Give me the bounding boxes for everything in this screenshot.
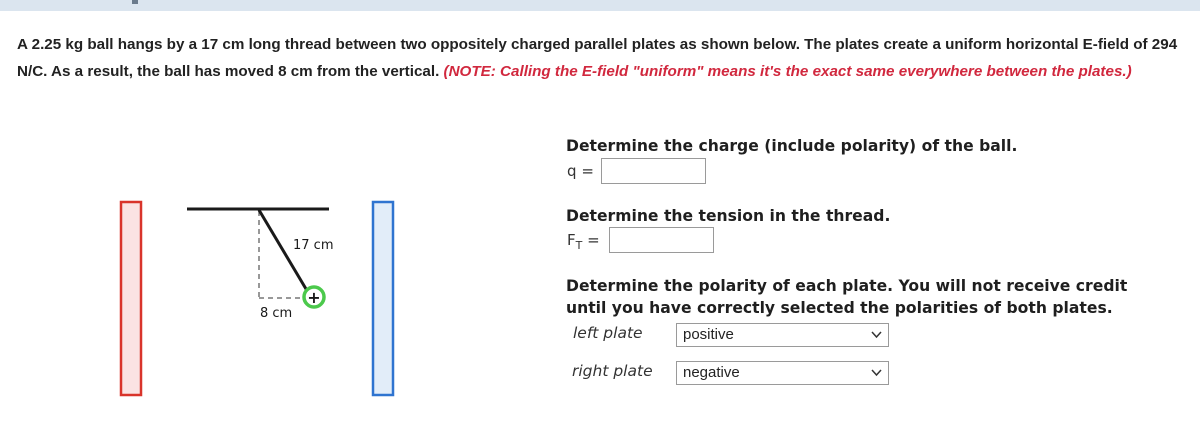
polarity-question-line-2: until you have correctly selected the polarities of both plates. [566,299,1113,317]
top-strip-mark [132,0,138,4]
right-plate-polarity-select[interactable] [676,361,889,385]
displacement-label: 8 cm [260,306,293,321]
left-plate-label: left plate [573,324,643,342]
right-plate [373,202,393,395]
left-plate [121,202,141,395]
charge-answer-input[interactable] [601,158,706,184]
polarity-question-line-1: Determine the polarity of each plate. You will not receive credit [566,277,1128,295]
charge-question: Determine the charge (include polarity) of the ball. [566,137,1018,155]
right-plate-polarity-value: negative [683,364,740,381]
pendulum-diagram [110,190,420,410]
tension-variable: F [567,231,576,249]
problem-text: A 2.25 kg ball hangs by a 17 cm long thread between two oppositely charged parallel plates as shown below. The plates create a uniform horizontal E-field of 294 N/C. As a result, the ball has moved 8 cm from the vertical. [17,36,1178,80]
charge-variable: q [567,162,577,180]
left-plate-polarity-select[interactable] [676,323,889,347]
charge-equals: = [581,162,594,180]
top-strip [0,0,1200,11]
left-plate-polarity-value: positive [683,326,734,343]
tension-answer-input[interactable] [609,227,714,253]
right-plate-label: right plate [572,362,653,380]
tension-question: Determine the tension in the thread. [566,207,891,225]
problem-statement [17,31,1187,85]
polarity-question [566,275,1127,319]
tension-equals: = [587,231,600,249]
ball-charge-sign: + [307,288,321,307]
chevron-down-icon [871,329,882,340]
charge-variable-label [567,162,594,180]
problem-note: (NOTE: Calling the E-field "uniform" means it's the exact same everywhere between the plates.) [443,63,1132,80]
tension-variable-subscript: T [575,239,583,252]
tension-variable-label [567,231,600,252]
chevron-down-icon [871,367,882,378]
thread-length-label: 17 cm [293,238,334,253]
